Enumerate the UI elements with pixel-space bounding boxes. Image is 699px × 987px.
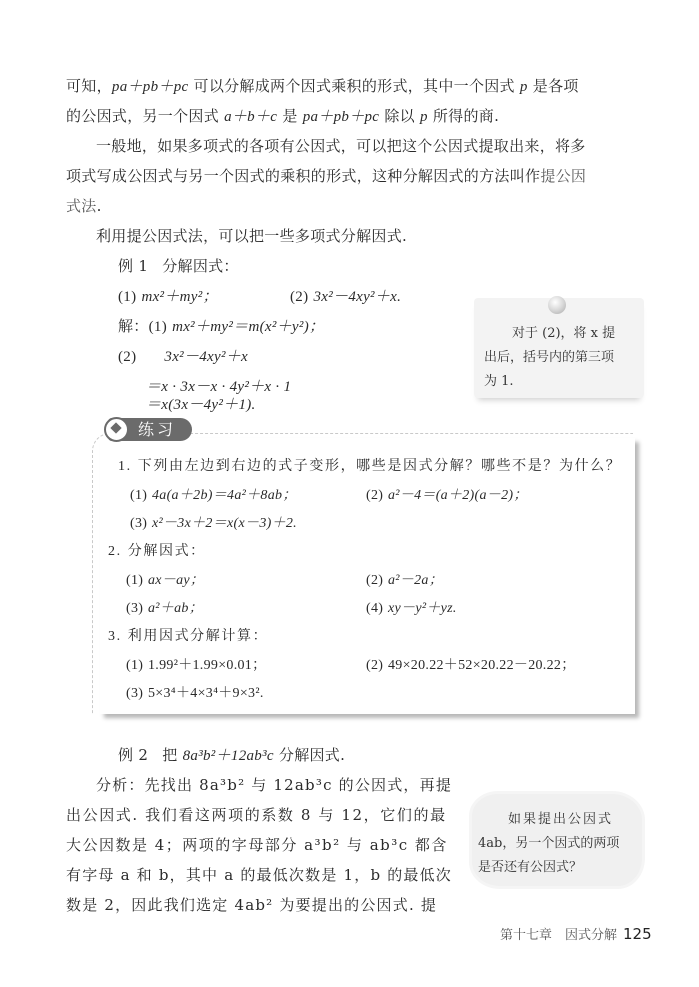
practice-q3-item1 — [126, 655, 266, 676]
solution-label: 解： — [118, 317, 149, 335]
text: 除以 — [379, 107, 420, 125]
key-term: 式法 — [66, 197, 97, 215]
practice-q2-item2 — [366, 570, 443, 591]
math-expr: xy－y²＋yz. — [388, 601, 457, 616]
text: 可知， — [66, 77, 112, 95]
definition-line-3 — [66, 196, 102, 216]
text: 可以分解成两个因式乘积的形式，其中一个因式 — [188, 77, 520, 95]
text: 把 — [162, 746, 183, 764]
example1-problems — [118, 286, 218, 307]
cloud-note-line-2: 4ab，另一个因式的两项 — [478, 836, 620, 851]
item-number: (2) — [366, 488, 384, 503]
pencil-badge-icon — [104, 417, 129, 442]
item-number: (1) — [118, 289, 137, 305]
math-expr: ＝x(3x－4y²＋1). — [146, 397, 256, 413]
key-term: 提公因 — [540, 167, 587, 185]
math-expr: a²－4＝(a＋2)(a－2)； — [388, 488, 528, 503]
math-expr: mx²＋my²； — [141, 289, 218, 305]
practice-title: 练习 — [138, 420, 177, 439]
definition-line-1: 一般地，如果多项式的各项有公因式，可以把这个公因式提取出来，将多 — [96, 137, 586, 155]
definition-line-2 — [66, 166, 586, 186]
solution-line-4 — [146, 394, 256, 415]
question-number: 2. — [108, 544, 122, 559]
text: 项式写成公因式与另一个因式的乘积的形式，这种分解因式的方法叫作 — [66, 167, 541, 185]
item-number: (2) — [366, 573, 384, 588]
text: 分解因式. — [273, 746, 346, 764]
math-var: p — [420, 109, 428, 125]
practice-q1-item3 — [130, 513, 297, 534]
practice-q1 — [118, 456, 621, 477]
text: 的公因式，另一个因式 — [66, 107, 225, 125]
math-var: p — [519, 79, 528, 95]
practice-q2 — [108, 541, 206, 562]
analysis-line-2: 出公因式. 我们看这两项的系数 8 与 12，它们的最 — [66, 806, 447, 824]
practice-q2-item4 — [366, 598, 457, 619]
text: . — [96, 197, 102, 215]
practice-header — [108, 418, 192, 441]
example1-heading — [118, 256, 239, 276]
item-number: (2) — [118, 349, 137, 365]
math-expr: 3x²－4xy²＋x — [164, 349, 249, 365]
math-expr: a＋b＋c — [224, 109, 278, 125]
example-label: 例 1 — [118, 257, 149, 275]
math-expr: 3x²－4xy²＋x. — [313, 289, 402, 305]
math-expr: 5×3⁴＋4×3⁴＋9×3². — [148, 686, 264, 701]
cloud-note-line-1: 如果提出公因式 — [508, 812, 614, 827]
example2-heading — [118, 745, 345, 766]
intro-para-3: 利用提公因式法，可以把一些多项式分解因式. — [96, 227, 408, 245]
item-number: (1) — [126, 573, 144, 588]
chapter-title: 第十七章 因式分解 — [500, 928, 618, 943]
cloud-note-line-3: 是否还有公因式？ — [478, 860, 583, 875]
solution-line-2 — [118, 346, 248, 367]
item-number: (2) — [290, 289, 309, 305]
analysis-line-3: 大公因数是 4；两项的字母部分 a³b² 与 ab³c 都含 — [66, 836, 448, 854]
side-note-line-2: 出后，括号内的第三项 — [484, 350, 615, 365]
item-number: (1) — [130, 488, 148, 503]
practice-q3 — [108, 626, 268, 647]
example1-problems-2 — [290, 286, 401, 307]
page-number: 125 — [623, 925, 652, 943]
practice-q3-item3 — [126, 683, 264, 704]
text: 所得的商. — [427, 107, 500, 125]
question-text: 利用因式分解计算： — [127, 628, 269, 644]
math-expr: 1.99²＋1.99×0.01； — [148, 658, 267, 673]
math-expr: ＝x · 3x－x · 4y²＋x · 1 — [146, 379, 292, 395]
math-expr: a²－2a； — [388, 573, 443, 588]
item-number: (1) — [148, 319, 167, 335]
text: 是各项 — [527, 77, 579, 95]
math-expr: pa＋pb＋pc — [111, 79, 189, 95]
math-expr: pa＋pb＋pc — [302, 109, 380, 125]
practice-q1-item1 — [130, 485, 297, 506]
item-number: (3) — [130, 516, 148, 531]
analysis-line-4: 有字母 a 和 b，其中 a 的最低次数是 1，b 的最低次 — [66, 866, 453, 884]
example-label: 例 2 — [118, 746, 149, 764]
example-task: 分解因式： — [162, 257, 239, 275]
analysis-line-1: 分析：先找出 8a³b² 与 12ab³c 的公因式，再提 — [96, 776, 453, 794]
item-number: (3) — [126, 601, 144, 616]
intro-line-2 — [66, 106, 499, 127]
pushpin-icon — [548, 296, 566, 314]
page-footer — [500, 924, 652, 943]
math-expr: 4a(a＋2b)＝4a²＋8ab； — [152, 488, 297, 503]
item-number: (3) — [126, 686, 144, 701]
analysis-line-5: 数是 2，因此我们选定 4ab² 为要提出的公因式. 提 — [66, 896, 438, 914]
math-expr: ax－ay； — [148, 573, 205, 588]
practice-q2-item3 — [126, 598, 203, 619]
side-note-line-3: 为 1. — [484, 374, 514, 389]
item-number: (2) — [366, 658, 384, 673]
practice-q2-item1 — [126, 570, 204, 591]
practice-q3-item2 — [366, 655, 576, 676]
item-number: (1) — [126, 658, 144, 673]
math-expr: mx²＋my²＝m(x²＋y²)； — [172, 319, 325, 335]
math-expr: 8a³b²＋12ab³c — [182, 748, 274, 764]
math-expr: x²－3x＋2＝x(x－3)＋2. — [152, 516, 297, 531]
question-number: 1. — [118, 459, 132, 474]
solution-line-1 — [118, 316, 324, 337]
text: 是 — [277, 107, 303, 125]
practice-q1-item2 — [366, 485, 528, 506]
question-number: 3. — [108, 629, 122, 644]
question-text: 分解因式： — [127, 543, 206, 559]
side-note-line-1: 对于 (2)，将 x 提 — [512, 326, 616, 341]
math-expr: 49×20.22＋52×20.22－20.22； — [388, 658, 576, 673]
question-text: 下列由左边到右边的式子变形，哪些是因式分解？哪些不是？为什么？ — [137, 458, 622, 474]
math-expr: a²＋ab； — [148, 601, 203, 616]
item-number: (4) — [366, 601, 384, 616]
intro-line-1 — [66, 76, 579, 97]
